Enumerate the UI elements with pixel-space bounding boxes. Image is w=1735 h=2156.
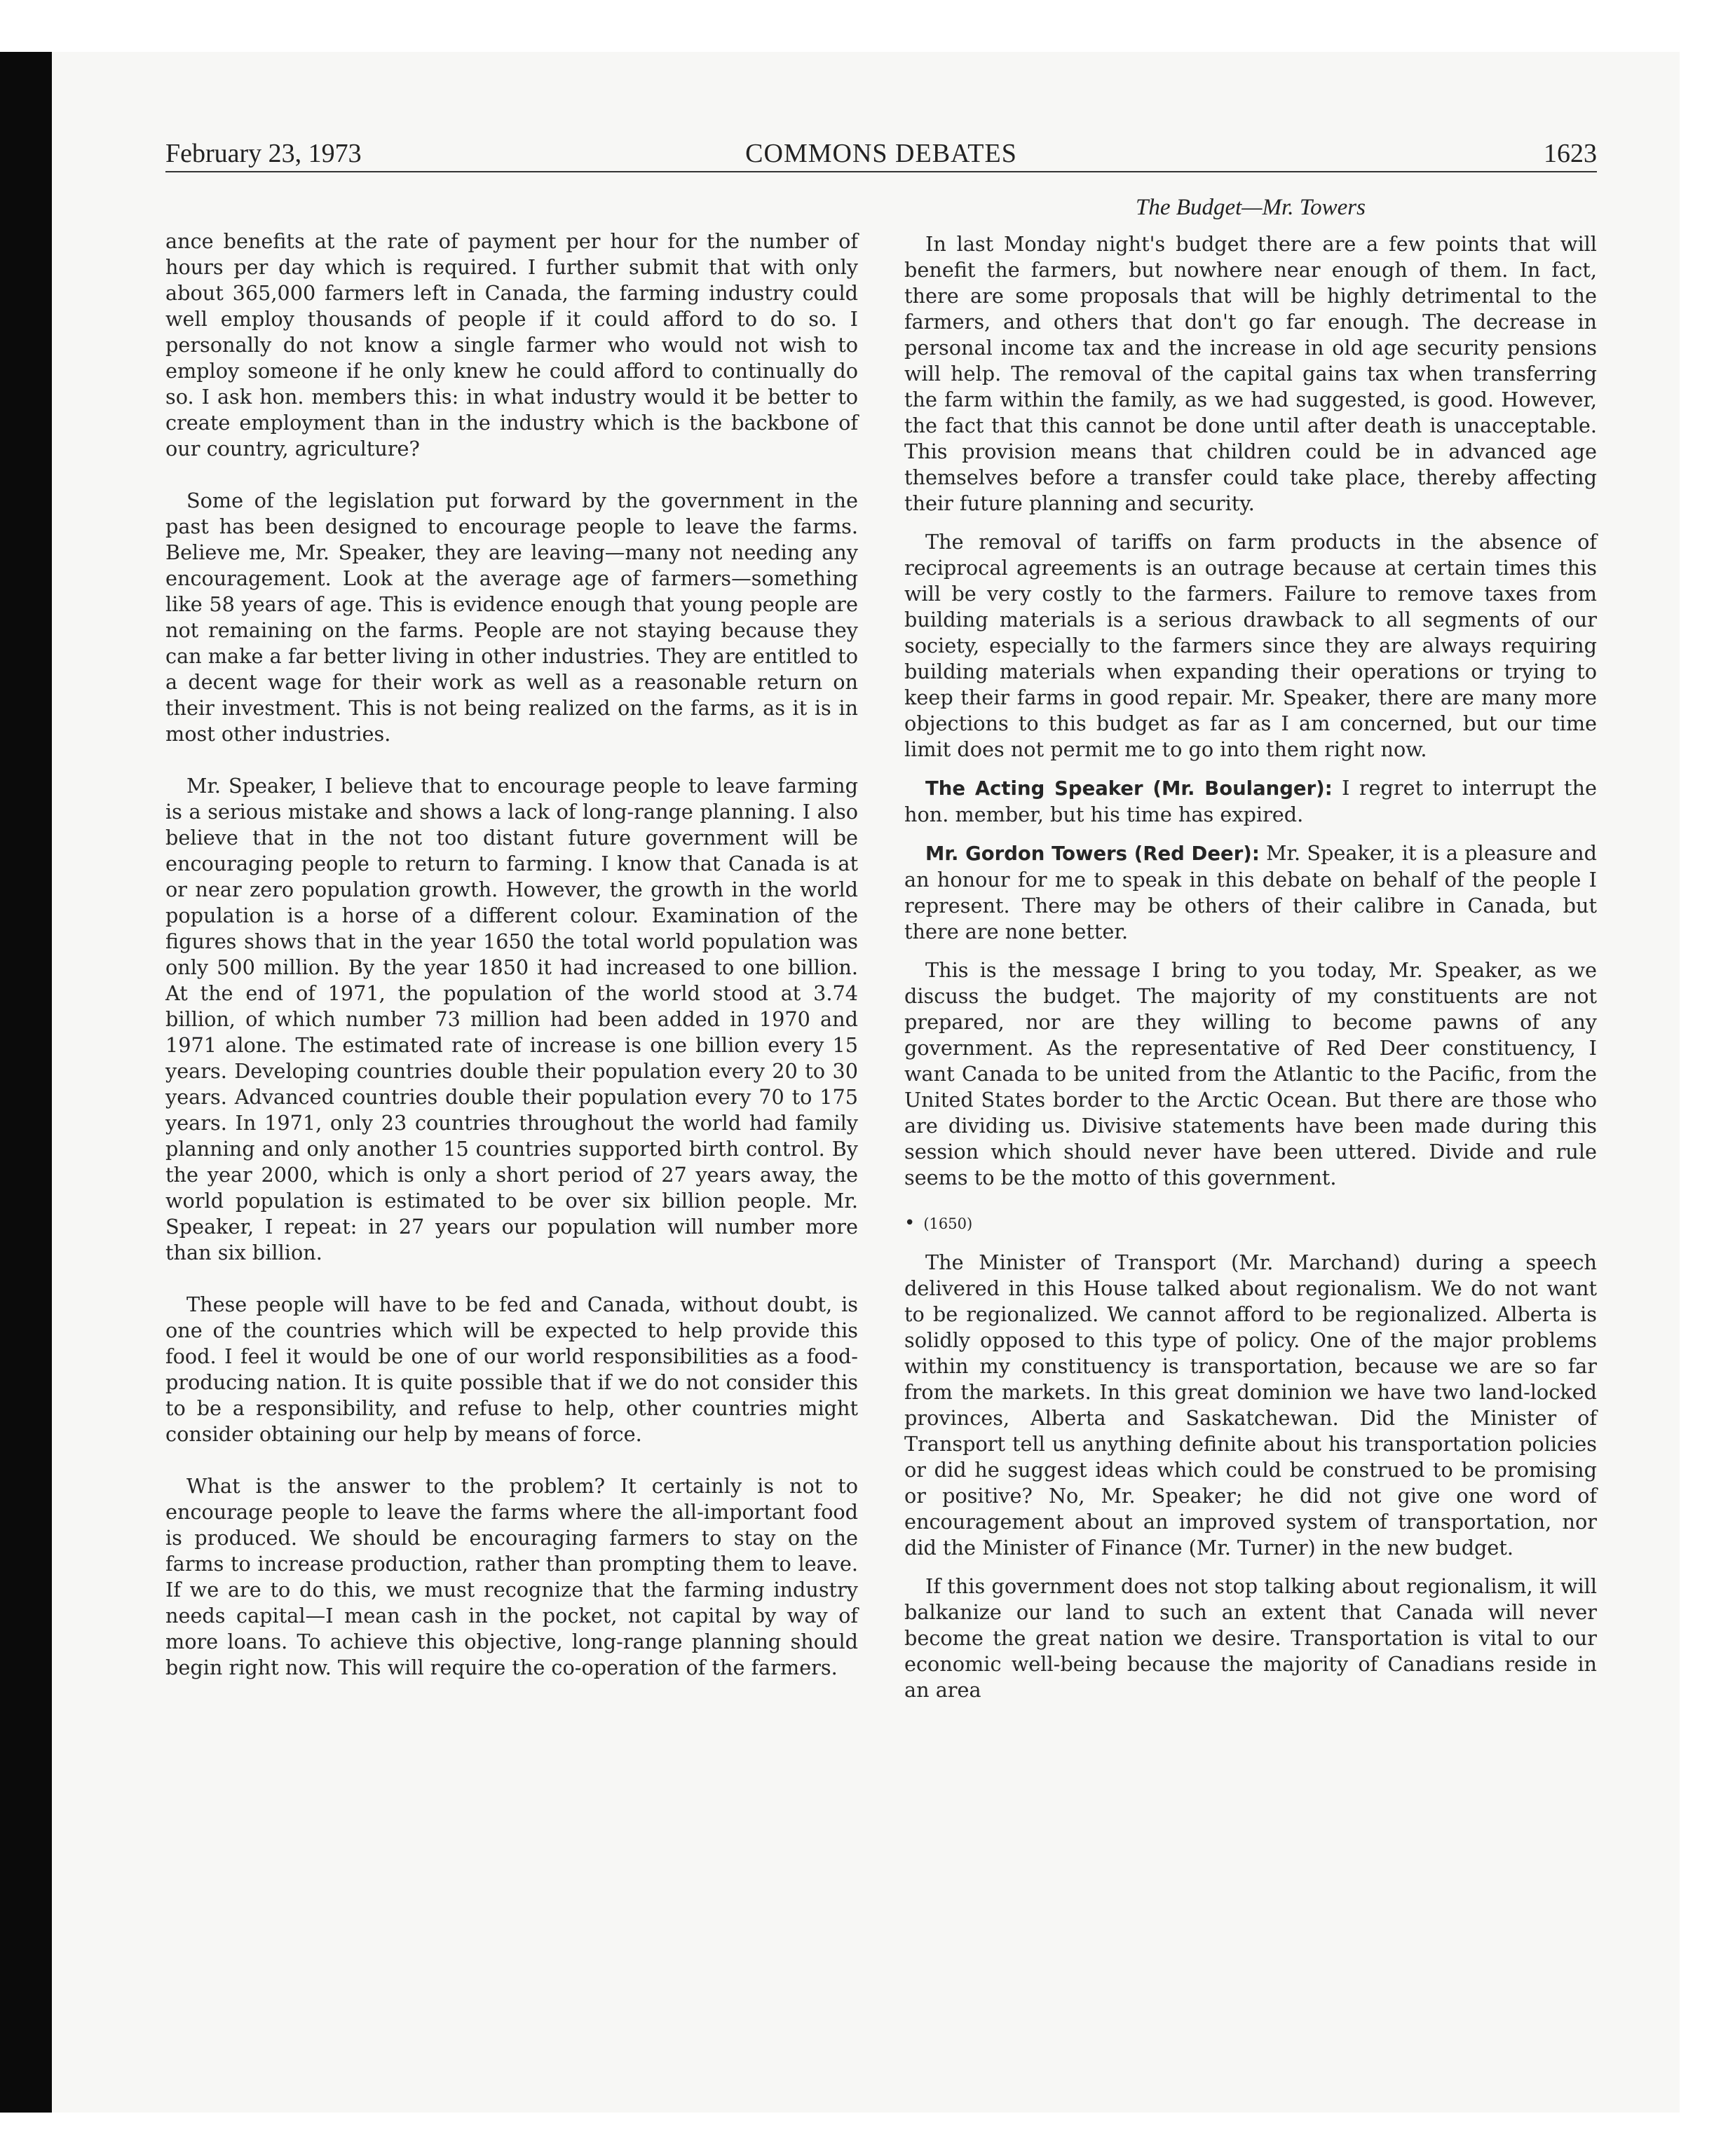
left-paragraph: Mr. Speaker, I believe that to encourage people to leave farming is a serious mistake and shows a lack of long-range planning. I also believe that in the not too distant future government will be encouraging people to return to farming. I know that Canada is at or near zero population growth. However, the growth in the world population is a horse of a different colour. Examination of the figures shows that in the year 1650 the total world population was only 500 million. By the year 1850 it had increased to one billion. At the end of 1971, the population of the world stood at 3.74 billion, of which number 73 million had been added in 1970 and 1971 alone. The estimated rate of increase is one billion every 15 years. Developing countries double their population every 20 to 30 years. Advanced countries double their population every 70 to 175 years. In 1971, only 23 countries throughout the world had family planning and only another 15 countries supported birth control. By the year 2000, which is only a short period of 27 years away, the world population is estimated to be over six billion people. Mr. Speaker, I repeat: in 27 years our population will number more than six billion. [165, 774, 858, 1264]
running-head: The Budget—Mr. Towers [1136, 195, 1366, 220]
header-title: COMMONS DEBATES [745, 139, 1017, 168]
left-paragraph: These people will have to be fed and Canada, without doubt, is one of the countries which will be expected to help provide this food. I feel it would be one of our world responsibilities as a food-producing nation. It is quite possible that if we do not consider this to be a responsibility, and refuse to help, other countries might consider obtaining our help by means of force. [165, 1292, 858, 1446]
right-paragraph: The removal of tariffs on farm products in the absence of reciprocal agreements is an outrage because at certain times this will be very costly to the farmers. Failure to remove taxes from building materials is a serious drawback to all segments of our society, especially to the farmers since they are always requiring building materials when expanding their operations or trying to keep their farms in good repair. Mr. Speaker, there are many more objections to this budget as far as I am concerned, but our time limit does not permit me to go into them right now. [904, 530, 1597, 761]
header-date: February 23, 1973 [165, 139, 362, 168]
left-paragraph: ance benefits at the rate of payment per hour for the number of hours per day which is required. I further submit that with only about 365,000 farmers left in Canada, the farming industry could well employ thousands of people if it could afford to do so. I personally do not know a single farmer who would not wish to employ someone if he only knew he could afford to continually do so. I ask hon. members this: in what industry would it be better to create employment than in the industry which is the backbone of our country, agriculture? [165, 229, 858, 460]
right-paragraph: This is the message I bring to you today, Mr. Speaker, as we discuss the budget. The majority of my constituents are not prepared, nor are they willing to become pawns of any government. As the representative of Red Deer constituency, I want Canada to be united from the Atlantic to the Pacific, from the United States border to the Arctic Ocean. But there are those who are dividing us. Divisive statements have been made during this session which should never have been uttered. Divide and rule seems to be the motto of this government. [904, 958, 1597, 1189]
left-paragraph: Some of the legislation put forward by the government in the past has been designed to encourage people to leave the farms. Believe me, Mr. Speaker, they are leaving—many not needing any encouragement. Look at the average age of farmers—something like 58 years of age. This is evidence enough that young people are not remaining on the farms. People are not staying because they can make a far better living in other industries. They are entitled to a decent wage for their work as well as a reasonable return on their investment. This is not being realized on the farms, as it is in most other industries. [165, 489, 858, 746]
right-paragraph: The Minister of Transport (Mr. Marchand) during a speech delivered in this House talked about regionalism. We do not want to be regionalized. We cannot afford to be regionalized. Alberta is solidly opposed to this type of policy. One of the major problems within my constituency is transportation, because we are so far from the markets. In this great dominion we have two land-locked provinces, Alberta and Saskatchewan. Did the Minister of Transport tell us anything definite about his transportation policies or did he suggest ideas which could be construed to be promising or positive? No, Mr. Speaker; he did not give one word of encouragement about an improved system of transportation, nor did the Minister of Finance (Mr. Turner) in the new budget. [904, 1250, 1597, 1560]
right-paragraph: If this government does not stop talking about regionalism, it will balkanize our land to such an extent that Canada will never become the great nation we desire. Transportation is vital to our economic well-being because the majority of Canadians reside in an area [904, 1574, 1597, 1702]
left-column [165, 228, 858, 1681]
speaker-name: The Acting Speaker (Mr. Boulanger): [925, 777, 1333, 800]
speaker-name: Mr. Gordon Towers (Red Deer): [925, 842, 1260, 865]
left-paragraph: What is the answer to the problem? It certainly is not to encourage people to leave the farms where the all-important food is produced. We should be encouraging farmers to stay on the farms to increase production, rather than prompting them to leave. If we are to do this, we must recognize that the farming industry needs capital—I mean cash in the pocket, not capital by way of more loans. To achieve this objective, long-range planning should begin right now. This will require the co-operation of the farmers. [165, 1474, 858, 1679]
page-header [165, 137, 1597, 172]
scan-edge-bar [0, 52, 52, 2113]
timestamp [904, 1210, 1597, 1237]
bullet-icon: • [904, 1213, 916, 1234]
page-number: 1623 [1544, 139, 1597, 168]
right-column [904, 231, 1597, 1703]
speaker-turn [904, 775, 1597, 828]
timestamp-text: (1650) [923, 1215, 973, 1232]
speaker-turn [904, 840, 1597, 945]
speaker-text: Mr. Speaker, it is a pleasure and an honour for me to speak in this debate on behalf of the people I represent. There may be others of their calibre in Canada, but there are none better. [904, 841, 1597, 943]
speaker-text: I regret to interrupt the hon. member, but his time has expired. [904, 776, 1597, 826]
right-paragraph: In last Monday night's budget there are a few points that will benefit the farmers, but nowhere near enough of them. In fact, there are some proposals that will be highly detrimental to the farmers, and others that don't go far enough. The decrease in personal income tax and the increase in old age security pensions will help. The removal of the capital gains tax when transferring the farm within the family, as we had suggested, is good. However, the fact that this cannot be done until after death is unacceptable. This provision means that children could be in advanced age themselves before a transfer could take place, thereby affecting their future planning and security. [904, 232, 1597, 515]
